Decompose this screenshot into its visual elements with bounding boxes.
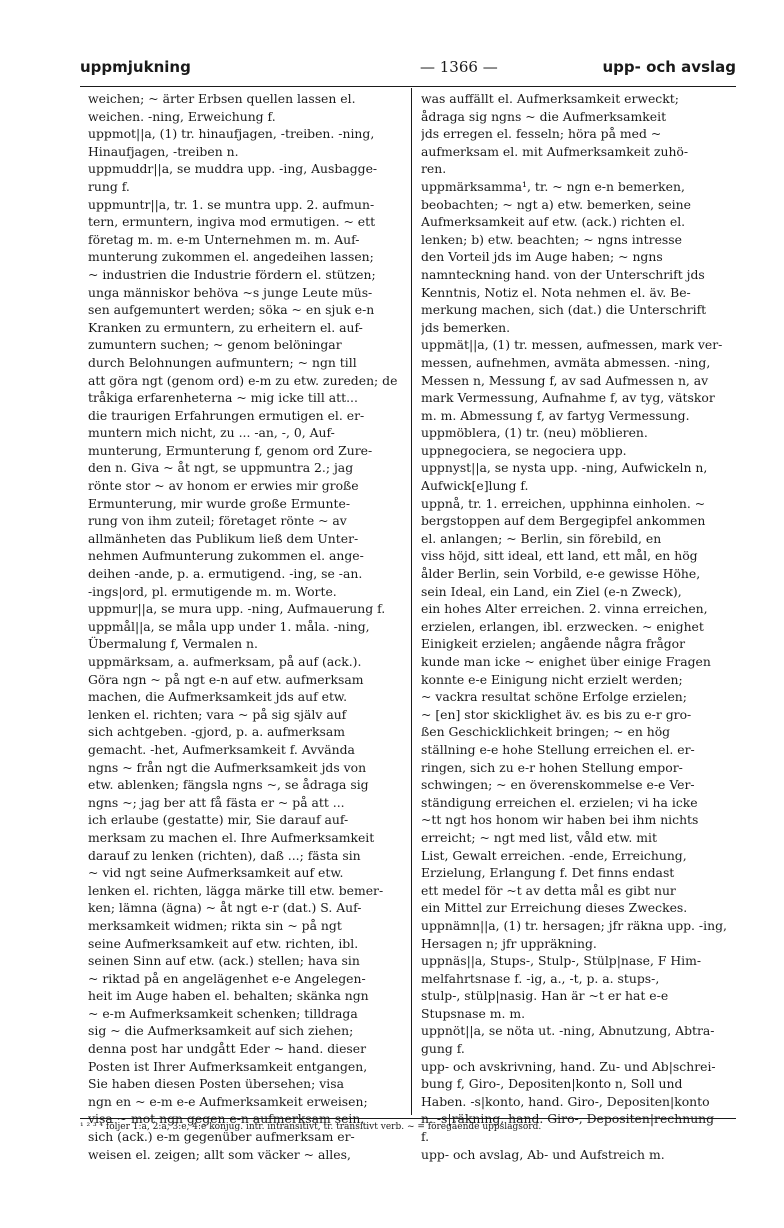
text-line: Posten ist Ihrer Aufmerksamkeit entgangen, [88, 1058, 368, 1074]
text-line: uppnå, tr. 1. erreichen, upphinna einholen. ~ [421, 495, 706, 511]
text-line: munterung, Ermunterung f, genom ord Zure- [88, 442, 373, 458]
text-line: uppmur||a, se mura upp. -ning, Aufmauerung f. [88, 601, 386, 617]
text-line: upp- och avskrivning, hand. Zu- und Ab|schrei- [421, 1058, 716, 1074]
text-line: ngn en ~ e-m e-e Aufmerksamkeit erweisen; [88, 1093, 368, 1109]
text-line: schwingen; ~ en överenskommelse e-e Ver- [421, 777, 695, 793]
text-line: weichen; ~ ärter Erbsen quellen lassen el. [88, 91, 356, 106]
text-line: melfahrtsnase f. -ig, a., -t, p. a. stups-, [421, 970, 660, 986]
text-line: konnte e-e Einigung nicht erzielt werden; [421, 671, 683, 687]
text-line: uppmät||a, (1) tr. messen, aufmessen, mark ver- [421, 337, 723, 353]
text-line: uppmuddr||a, se muddra upp. -ing, Ausbagge- [88, 161, 378, 177]
text-line: rung von ihm zuteil; företaget rönte ~ av [88, 513, 347, 529]
text-line: ålder Berlin, sein Vorbild, e-e gewisse Höhe, [421, 566, 701, 582]
text-line: gung f. [421, 1041, 465, 1057]
text-line: lenken el. richten, lägga märke till etw. bemer- [88, 882, 384, 898]
text-line: was auffällt el. Aufmerksamkeit erweckt; [421, 91, 679, 106]
text-line: uppmot||a, (1) tr. hinaufjagen, -treiben. -ning, [88, 126, 375, 142]
text-line: gemacht. -het, Aufmerksamkeit f. Avvända [88, 741, 355, 757]
text-line: ådraga sig ngns ~ die Aufmerksamkeit [421, 108, 667, 124]
text-line: merksam zu machen el. Ihre Aufmerksamkeit [88, 829, 375, 845]
text-line: den n. Giva ~ åt ngt, se uppmuntra 2.; jag [88, 460, 354, 476]
page-number: — 1366 — [420, 58, 498, 76]
text-line: viss höjd, sitt ideal, ett land, ett mål, en hög [421, 548, 698, 564]
text-line: etw. ablenken; fängsla ngns ~, se ådraga sig [88, 777, 369, 793]
text-line: Aufwick[e]lung f. [421, 478, 529, 494]
text-line: denna post har undgått Eder ~ hand. dieser [88, 1041, 367, 1057]
text-line: den Vorteil jds im Auge haben; ~ ngns [421, 249, 663, 265]
text-line: visa ~ mot ngn gegen e-n aufmerksam sein, [88, 1111, 365, 1127]
header-first-entry: uppmjukning [80, 58, 191, 76]
text-line: mark Vermessung, Aufnahme f, av tyg, vätskor [421, 390, 715, 406]
text-line: uppmärksam, a. aufmerksam, på auf (ack.). [88, 654, 362, 669]
text-line: machen, die Aufmerksamkeit jds auf etw. [88, 689, 348, 705]
text-line: deihen -ande, p. a. ermutigend. -ing, se -an. [88, 566, 363, 582]
text-line: rönte stor ~ av honom er erwies mir große [88, 478, 359, 494]
text-line: ngns ~ från ngt die Aufmerksamkeit jds von [88, 759, 367, 775]
text-line: lenken; b) etw. beachten; ~ ngns intresse [421, 231, 682, 247]
text-line: ein hohes Alter erreichen. 2. vinna erreichen, [421, 601, 708, 617]
text-line: ren. [421, 161, 447, 177]
text-line: die traurigen Erfahrungen ermutigen el. er- [88, 407, 365, 423]
text-line: allmänheten das Publikum ließ dem Unter- [88, 530, 359, 546]
column-divider [411, 88, 412, 1115]
right-column [421, 90, 739, 1163]
text-line: tern, ermuntern, ingiva mod ermutigen. ~ ett [88, 214, 376, 230]
text-line: uppmärksamma¹, tr. ~ ngn e-n bemerken, [421, 178, 685, 194]
abbreviation-key: ¹ ² ³ ⁴ följer 1:a, 2:a, 3:e, 4:e konjug. intr. intransitivt, tr. transitivt verb. ~ = föregående uppslagsord. [80, 1122, 542, 1132]
text-line: tråkiga erfarenheterna ~ mig icke till att... [88, 390, 358, 406]
page-header [80, 58, 736, 82]
footer-rule [80, 1118, 736, 1119]
text-line: uppnöt||a, se nöta ut. -ning, Abnutzung, Abtra- [421, 1023, 715, 1039]
text-line: ständigung erreichen el. erzielen; vi ha icke [421, 794, 698, 810]
text-line: uppmöblera, (1) tr. (neu) möblieren. [421, 425, 648, 441]
text-line: sen aufgemuntert werden; söka ~ en sjuk e-n [88, 302, 375, 318]
text-line: ett medel för ~t av detta mål es gibt nur [421, 882, 676, 898]
text-line: zumuntern suchen; ~ genom belöningar [88, 337, 342, 353]
text-line: erreicht; ~ ngt med list, våld etw. mit [421, 829, 657, 845]
text-line: sich (ack.) e-m gegenüber aufmerksam er- [88, 1129, 355, 1145]
text-line: stulp-, stülp|nasig. Han är ~t er hat e-e [421, 988, 669, 1004]
text-line: ~ riktad på en angelägenhet e-e Angelegen- [88, 970, 366, 986]
text-line: el. anlangen; ~ Berlin, sin förebild, en [421, 530, 662, 546]
text-line: List, Gewalt erreichen. -ende, Erreichung, [421, 847, 687, 863]
text-line: bung f, Giro-, Depositen|konto n, Soll und [421, 1076, 683, 1092]
text-line: beobachten; ~ ngt a) etw. bemerken, seine [421, 196, 691, 212]
text-line: ~ industrien die Industrie fördern el. stützen; [88, 266, 376, 282]
text-line: nehmen Aufmunterung zukommen el. ange- [88, 548, 364, 564]
text-line: darauf zu lenken (richten), daß ...; fästa sin [88, 847, 361, 863]
text-line: weichen. -ning, Erweichung f. [88, 108, 276, 124]
text-line: Ermunterung, mir wurde große Ermunte- [88, 495, 351, 511]
text-line: messen, aufnehmen, avmäta abmessen. -ning, [421, 354, 711, 370]
text-line: Haben. -s|konto, hand. Giro-, Depositen|konto [421, 1093, 710, 1109]
text-line: Aufmerksamkeit auf etw. (ack.) richten el. [421, 214, 686, 230]
text-line: ställning e-e hohe Stellung erreichen el. er- [421, 741, 695, 757]
text-line: Erzielung, Erlangung f. Det finns endast [421, 865, 675, 881]
text-line: Übermalung f, Vermalen n. [88, 636, 258, 652]
text-line: rung f. [88, 178, 130, 194]
text-line: ~tt ngt hos honom wir haben bei ihm nichts [421, 812, 699, 828]
text-line: ein Mittel zur Erreichung dieses Zweckes. [421, 900, 688, 916]
text-line: heit im Auge haben el. behalten; skänka ngn [88, 988, 369, 1004]
text-line: merkung machen, sich (dat.) die Unterschrift [421, 302, 707, 318]
text-line: bergstoppen auf dem Bergegipfel ankommen [421, 513, 706, 529]
text-line: uppmål||a, se måla upp under 1. måla. -ning, [88, 618, 370, 634]
text-line: företag m. m. e-m Unternehmen m. m. Auf- [88, 231, 360, 247]
text-line: uppnegociera, se negociera upp. [421, 442, 627, 458]
text-line: att göra ngt (genom ord) e-m zu etw. zureden; de [88, 372, 398, 388]
text-line: Kranken zu ermuntern, zu erheitern el. auf- [88, 319, 363, 335]
text-line: sich achtgeben. -gjord, p. a. aufmerksam [88, 724, 346, 740]
text-line: uppnyst||a, se nysta upp. -ning, Aufwickeln n, [421, 460, 708, 476]
text-line: ringen, sich zu e-r hohen Stellung empor- [421, 759, 683, 775]
text-line: weisen el. zeigen; allt som väcker ~ alles, [88, 1146, 351, 1162]
text-line: ~ e-m Aufmerksamkeit schenken; tilldraga [88, 1005, 358, 1021]
text-line: sein Ideal, ein Land, ein Ziel (e-n Zweck), [421, 583, 682, 599]
text-line: upp- och avslag, Ab- und Aufstreich m. [421, 1146, 665, 1162]
text-line: -ings|ord, pl. ermutigende m. m. Worte. [88, 583, 337, 599]
text-line: seine Aufmerksamkeit auf etw. richten, ibl. [88, 935, 359, 951]
text-line: merksamkeit widmen; rikta sin ~ på ngt [88, 917, 342, 933]
header-rule [80, 86, 736, 87]
text-line: uppmuntr||a, tr. 1. se muntra upp. 2. aufmun- [88, 196, 375, 212]
text-line: ßen Geschicklichkeit bringen; ~ en hög [421, 724, 671, 740]
text-line: munterung zukommen el. angedeihen lassen; [88, 249, 374, 265]
text-line: Göra ngn ~ på ngt e-n auf etw. aufmerksam [88, 671, 364, 687]
text-line: ich erlaube (gestatte) mir, Sie darauf auf- [88, 812, 349, 828]
text-line: unga människor behöva ~s junge Leute müs- [88, 284, 373, 300]
text-line: sig ~ die Aufmerksamkeit auf sich ziehen; [88, 1023, 354, 1039]
text-line: aufmerksam el. mit Aufmerksamkeit zuhö- [421, 143, 689, 159]
text-line: seinen Sinn auf etw. (ack.) stellen; hava sin [88, 953, 360, 969]
text-line: Hersagen n; jfr uppräkning. [421, 935, 597, 951]
text-line: muntern mich nicht, zu ... -an, -, 0, Auf- [88, 425, 335, 441]
text-line: ngns ~; jag ber att få fästa er ~ på att ... [88, 794, 345, 810]
text-line: Kenntnis, Notiz el. Nota nehmen el. äv. Be- [421, 284, 691, 300]
text-line: n. -s|räkning, hand. Giro-, Depositen|rechnung [421, 1111, 715, 1127]
text-line: ken; lämna (ägna) ~ åt ngt e-r (dat.) S. Auf- [88, 900, 362, 916]
text-line: erzielen, erlangen, ibl. erzwecken. ~ enighet [421, 618, 704, 634]
header-last-entry: upp- och avslag [602, 58, 736, 76]
text-line: ~ vid ngt seine Aufmerksamkeit auf etw. [88, 865, 344, 881]
text-line: uppnämn||a, (1) tr. hersagen; jfr räkna upp. -ing, [421, 917, 727, 933]
text-line: Messen n, Messung f, av sad Aufmessen n, av [421, 372, 709, 388]
text-line: namnteckning hand. von der Unterschrift jds [421, 266, 705, 282]
text-line: f. [421, 1129, 430, 1145]
text-line: Hinaufjagen, -treiben n. [88, 143, 239, 159]
text-line: uppnäs||a, Stups-, Stulp-, Stülp|nase, F Him- [421, 953, 702, 969]
text-line: ~ [en] stor skicklighet äv. es bis zu e-r gro- [421, 706, 692, 722]
left-column [88, 90, 406, 1163]
text-line: lenken el. richten; vara ~ på sig själv auf [88, 706, 347, 722]
text-line: Stupsnase m. m. [421, 1005, 526, 1021]
text-line: jds erregen el. fesseln; höra på med ~ [421, 126, 662, 142]
text-line: m. m. Abmessung f, av fartyg Vermessung. [421, 407, 690, 423]
text-line: Sie haben diesen Posten übersehen; visa [88, 1076, 344, 1092]
text-line: ~ vackra resultat schöne Erfolge erzielen; [421, 689, 687, 705]
text-line: jds bemerken. [421, 319, 511, 335]
text-line: durch Belohnungen aufmuntern; ~ ngn till [88, 354, 357, 370]
text-line: Einigkeit erzielen; angående några frågor [421, 636, 686, 652]
text-line: kunde man icke ~ enighet über einige Fragen [421, 654, 711, 669]
